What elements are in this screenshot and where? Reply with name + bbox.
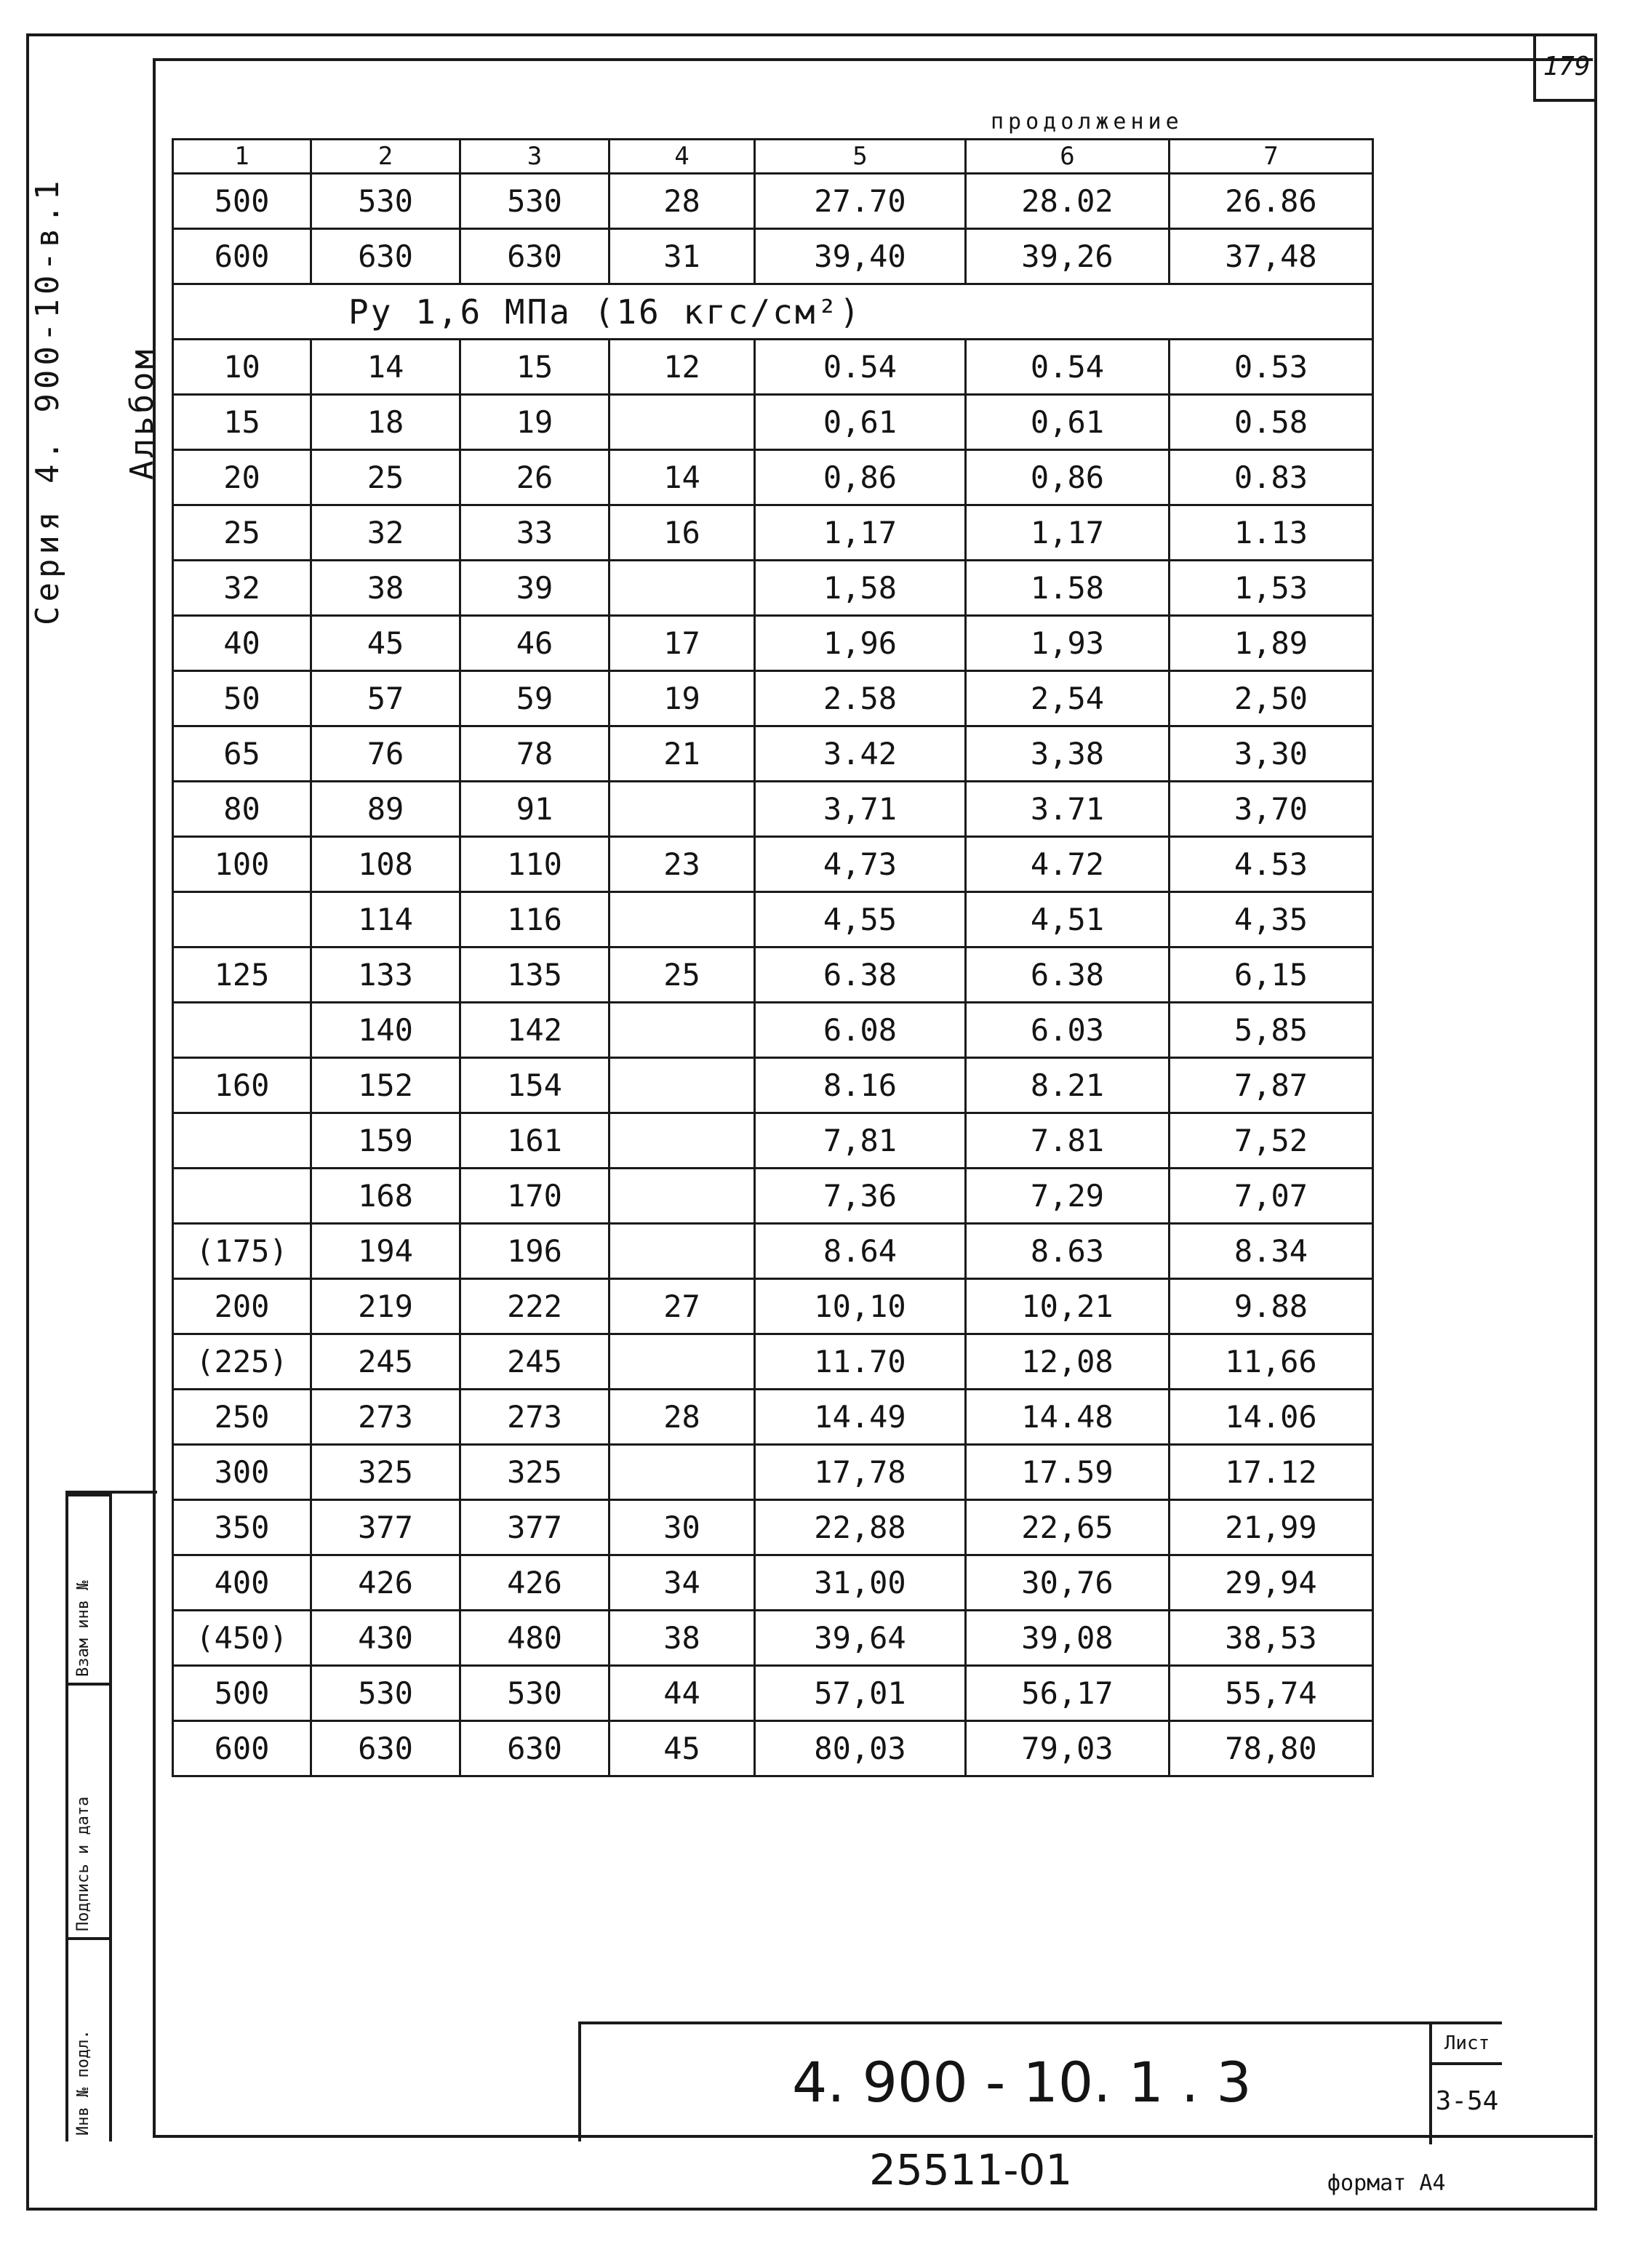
table-cell-col-3: 480: [460, 1611, 609, 1666]
table-cell-col-5: 31,00: [755, 1555, 966, 1611]
table-cell-col-7: 2,50: [1170, 671, 1373, 726]
table-cell-col-5: 39,64: [755, 1611, 966, 1666]
table-cell-col-2: 325: [311, 1445, 460, 1500]
table-cell-col-4: 38: [609, 1611, 755, 1666]
table-cell-col-1: (225): [173, 1334, 311, 1390]
table-cell-col-2: 38: [311, 561, 460, 616]
table-cell-col-2: 89: [311, 782, 460, 837]
table-cell-col-6: 6: [966, 140, 1170, 174]
table-cell-col-6: 6.38: [966, 947, 1170, 1003]
table-cell-col-6: 1,93: [966, 616, 1170, 671]
table-cell-col-2: 273: [311, 1390, 460, 1445]
table-cell-col-4: 45: [609, 1721, 755, 1776]
table-cell-col-7: 7,07: [1170, 1169, 1373, 1224]
table-cell-col-4: 12: [609, 340, 755, 395]
table-cell-col-1: 40: [173, 616, 311, 671]
podpis-cell: [68, 1683, 112, 1937]
table-cell-col-2: 14: [311, 340, 460, 395]
table-cell-col-5: 7,81: [755, 1113, 966, 1169]
table-cell-col-3: 630: [460, 1721, 609, 1776]
table-cell-col-4: [609, 892, 755, 947]
table-cell-col-4: [609, 395, 755, 450]
table-row: [173, 1445, 1373, 1500]
table-cell-col-5: 5: [755, 140, 966, 174]
table-cell-col-4: 23: [609, 837, 755, 892]
table-cell-col-1: 32: [173, 561, 311, 616]
table-cell-col-6: 3,38: [966, 726, 1170, 782]
table-cell-col-2: 194: [311, 1224, 460, 1279]
table-cell-col-6: 3.71: [966, 782, 1170, 837]
table-cell-col-1: 50: [173, 671, 311, 726]
table-cell-col-4: [609, 1334, 755, 1390]
inv-vzam-label: Взам инв №: [74, 1580, 92, 1677]
table-cell-col-4: [609, 1113, 755, 1169]
series-label: Серия 4. 900-10-в.1: [29, 176, 66, 625]
table-cell-col-1: [173, 1113, 311, 1169]
table-cell-col-1: 350: [173, 1500, 311, 1555]
sheet-label: Лист: [1432, 2024, 1502, 2065]
table-cell-col-2: 630: [311, 1721, 460, 1776]
table-cell-col-1: 20: [173, 450, 311, 505]
inv-vzam-cell: [68, 1494, 112, 1683]
table-cell-col-3: 273: [460, 1390, 609, 1445]
table-row: [173, 947, 1373, 1003]
table-cell-col-7: 26.86: [1170, 174, 1373, 229]
table-cell-col-3: 46: [460, 616, 609, 671]
document-code: 4. 900 - 10. 1 . 3: [792, 2050, 1252, 2115]
table-cell-col-1: 15: [173, 395, 311, 450]
table-cell-col-3: 630: [460, 229, 609, 284]
table-cell-col-4: 16: [609, 505, 755, 561]
table-cell-col-4: 34: [609, 1555, 755, 1611]
table-cell-col-5: 39,40: [755, 229, 966, 284]
table-cell-col-1: 600: [173, 229, 311, 284]
table-row: [173, 1500, 1373, 1555]
table-cell-col-4: [609, 1003, 755, 1058]
table-cell-col-6: 1,17: [966, 505, 1170, 561]
table-cell-col-3: 530: [460, 1666, 609, 1721]
table-cell-col-2: 140: [311, 1003, 460, 1058]
table-cell-col-3: 161: [460, 1113, 609, 1169]
table-cell-col-5: 1,58: [755, 561, 966, 616]
table-cell-col-7: 9.88: [1170, 1279, 1373, 1334]
table-cell-col-3: 26: [460, 450, 609, 505]
table-cell-col-6: 39,26: [966, 229, 1170, 284]
table-cell-col-7: 14.06: [1170, 1390, 1373, 1445]
table-cell-col-6: 6.03: [966, 1003, 1170, 1058]
table-cell-col-6: 7,29: [966, 1169, 1170, 1224]
table-row: [173, 671, 1373, 726]
table-row: [173, 837, 1373, 892]
table-cell-col-1: 100: [173, 837, 311, 892]
table-cell-col-6: 2,54: [966, 671, 1170, 726]
table-cell-col-6: 0,86: [966, 450, 1170, 505]
table-cell-col-2: 245: [311, 1334, 460, 1390]
table-cell-col-6: 7.81: [966, 1113, 1170, 1169]
table-row: [173, 1224, 1373, 1279]
table-cell-col-4: 28: [609, 1390, 755, 1445]
table-cell-col-1: 250: [173, 1390, 311, 1445]
table-row: [173, 561, 1373, 616]
table-cell-col-1: 1: [173, 140, 311, 174]
table-cell-col-2: 32: [311, 505, 460, 561]
table-row: [173, 340, 1373, 395]
table-cell-col-4: 25: [609, 947, 755, 1003]
table-cell-col-7: 7,87: [1170, 1058, 1373, 1113]
table-cell-col-6: 39,08: [966, 1611, 1170, 1666]
table-cell-col-4: [609, 561, 755, 616]
table-cell-col-6: 17.59: [966, 1445, 1170, 1500]
table-cell-col-5: 22,88: [755, 1500, 966, 1555]
table-cell-col-7: 0.53: [1170, 340, 1373, 395]
table-cell-col-1: 200: [173, 1279, 311, 1334]
table-cell-col-2: 168: [311, 1169, 460, 1224]
table-cell-col-4: 27: [609, 1279, 755, 1334]
table-row: [173, 1169, 1373, 1224]
table-cell-col-2: 25: [311, 450, 460, 505]
table-cell-col-7: 4,35: [1170, 892, 1373, 947]
table-cell-col-3: 116: [460, 892, 609, 947]
table-cell-col-1: 65: [173, 726, 311, 782]
table-row: [173, 505, 1373, 561]
table-cell-col-2: 18: [311, 395, 460, 450]
table-cell-col-4: [609, 1445, 755, 1500]
continuation-label: продолжение: [991, 109, 1183, 135]
inventory-number: 25511-01: [869, 2145, 1073, 2195]
table-cell-col-5: 8.16: [755, 1058, 966, 1113]
table-row: [173, 892, 1373, 947]
table-row: [173, 1555, 1373, 1611]
table-cell-col-4: 28: [609, 174, 755, 229]
table-cell-col-1: 300: [173, 1445, 311, 1500]
table-cell-col-5: 0,86: [755, 450, 966, 505]
table-cell-col-7: 1.13: [1170, 505, 1373, 561]
table-cell-col-3: 170: [460, 1169, 609, 1224]
table-cell-col-6: 10,21: [966, 1279, 1170, 1334]
table-cell-col-1: 125: [173, 947, 311, 1003]
table-cell-col-5: 80,03: [755, 1721, 966, 1776]
table-cell-col-6: 28.02: [966, 174, 1170, 229]
data-table: [172, 138, 1374, 1777]
table-cell-col-4: [609, 1169, 755, 1224]
table-cell-col-3: 33: [460, 505, 609, 561]
table-row: [173, 1666, 1373, 1721]
sheet-cell: [1429, 2024, 1502, 2144]
table-cell-col-3: 426: [460, 1555, 609, 1611]
title-block: [578, 2021, 1502, 2141]
table-cell-col-5: 1,96: [755, 616, 966, 671]
table-cell-col-7: 37,48: [1170, 229, 1373, 284]
table-cell-col-4: 14: [609, 450, 755, 505]
table-cell-col-7: 0.83: [1170, 450, 1373, 505]
table-cell-col-2: 159: [311, 1113, 460, 1169]
table-cell-col-6: 4,51: [966, 892, 1170, 947]
table-cell-col-5: 17,78: [755, 1445, 966, 1500]
table-cell-col-5: 10,10: [755, 1279, 966, 1334]
table-row: [173, 1279, 1373, 1334]
table-cell-col-3: 39: [460, 561, 609, 616]
table-cell-col-2: 114: [311, 892, 460, 947]
table-cell-col-2: 152: [311, 1058, 460, 1113]
album-label: Альбом: [124, 347, 161, 480]
table-row: [173, 726, 1373, 782]
table-cell-col-1: 160: [173, 1058, 311, 1113]
table-cell-col-6: 8.21: [966, 1058, 1170, 1113]
inv-podl-label: Инв № подл.: [74, 2029, 92, 2136]
table-cell-col-3: 19: [460, 395, 609, 450]
table-cell-col-7: 38,53: [1170, 1611, 1373, 1666]
table-cell-col-1: (450): [173, 1611, 311, 1666]
table-cell-col-3: 245: [460, 1334, 609, 1390]
table-row: [173, 229, 1373, 284]
table-cell-col-5: 0.54: [755, 340, 966, 395]
sheet-value: 3-54: [1435, 2086, 1499, 2116]
table-cell-col-4: 44: [609, 1666, 755, 1721]
table-cell-col-4: 31: [609, 229, 755, 284]
table-cell-col-3: 325: [460, 1445, 609, 1500]
table-cell-col-5: 3,71: [755, 782, 966, 837]
table-cell-col-3: 377: [460, 1500, 609, 1555]
left-stamp-bar: [65, 1491, 157, 2141]
table-cell-col-1: (175): [173, 1224, 311, 1279]
table-cell-col-5: 4,73: [755, 837, 966, 892]
table-cell-col-7: 6,15: [1170, 947, 1373, 1003]
table-cell-col-4: 4: [609, 140, 755, 174]
table-row: [173, 140, 1373, 174]
table-cell-col-4: [609, 1058, 755, 1113]
table-cell-col-1: 10: [173, 340, 311, 395]
table-cell-col-3: 222: [460, 1279, 609, 1334]
table-cell-col-6: 8.63: [966, 1224, 1170, 1279]
table-cell-col-7: 7,52: [1170, 1113, 1373, 1169]
table-cell-col-3: 135: [460, 947, 609, 1003]
table-cell-col-7: 55,74: [1170, 1666, 1373, 1721]
table-cell-col-7: 17.12: [1170, 1445, 1373, 1500]
table-cell-col-5: 11.70: [755, 1334, 966, 1390]
table-cell-col-7: 1,53: [1170, 561, 1373, 616]
table-cell-col-3: 530: [460, 174, 609, 229]
table-cell-col-7: 78,80: [1170, 1721, 1373, 1776]
table-cell-col-7: 11,66: [1170, 1334, 1373, 1390]
table-cell-col-6: 4.72: [966, 837, 1170, 892]
table-cell-col-3: 142: [460, 1003, 609, 1058]
table-cell-col-5: 2.58: [755, 671, 966, 726]
table-cell-col-1: 25: [173, 505, 311, 561]
table-cell-col-3: 91: [460, 782, 609, 837]
table-cell-col-2: 630: [311, 229, 460, 284]
table-row: [173, 395, 1373, 450]
table-cell-col-6: 22,65: [966, 1500, 1170, 1555]
table-cell-col-1: 80: [173, 782, 311, 837]
table-cell-col-7: 29,94: [1170, 1555, 1373, 1611]
table-cell-col-1: 500: [173, 1666, 311, 1721]
table-cell-col-3: 78: [460, 726, 609, 782]
table-cell-col-3: 196: [460, 1224, 609, 1279]
table-cell-col-4: 19: [609, 671, 755, 726]
table-cell-col-3: 110: [460, 837, 609, 892]
table-cell-col-6: 14.48: [966, 1390, 1170, 1445]
table-cell-col-2: 45: [311, 616, 460, 671]
table-cell-col-4: 21: [609, 726, 755, 782]
table-cell-col-7: 7: [1170, 140, 1373, 174]
table-row: [173, 1113, 1373, 1169]
table-cell-col-5: 3.42: [755, 726, 966, 782]
table-cell-col-2: 530: [311, 174, 460, 229]
table-cell-col-2: 2: [311, 140, 460, 174]
table-cell-col-5: 14.49: [755, 1390, 966, 1445]
table-cell-col-7: 8.34: [1170, 1224, 1373, 1279]
podpis-label: Подпись и дата: [74, 1796, 92, 1931]
table-cell-col-1: [173, 892, 311, 947]
table-cell-col-4: 17: [609, 616, 755, 671]
table-cell-col-2: 108: [311, 837, 460, 892]
table-row: [173, 1003, 1373, 1058]
pressure-label: Ру 1,6 МПа (16 кгс/см²): [173, 284, 1373, 340]
table-cell-col-1: [173, 1169, 311, 1224]
table-cell-col-7: 1,89: [1170, 616, 1373, 671]
table-row: [173, 1611, 1373, 1666]
table-cell-col-4: [609, 1224, 755, 1279]
table-cell-col-1: [173, 1003, 311, 1058]
table-cell-col-3: 59: [460, 671, 609, 726]
table-row: [173, 450, 1373, 505]
table-cell-col-2: 426: [311, 1555, 460, 1611]
table-cell-col-7: 0.58: [1170, 395, 1373, 450]
table-cell-col-6: 0,61: [966, 395, 1170, 450]
table-cell-col-5: 1,17: [755, 505, 966, 561]
table-cell-col-2: 219: [311, 1279, 460, 1334]
table-cell-col-6: 12,08: [966, 1334, 1170, 1390]
table-cell-col-5: 0,61: [755, 395, 966, 450]
table-cell-col-5: 7,36: [755, 1169, 966, 1224]
table-cell-col-4: [609, 782, 755, 837]
table-cell-col-2: 57: [311, 671, 460, 726]
inv-podl-cell: [68, 1937, 112, 2141]
table-row: [173, 782, 1373, 837]
table-cell-col-7: 3,30: [1170, 726, 1373, 782]
table-cell-col-5: 57,01: [755, 1666, 966, 1721]
table-row: [173, 1334, 1373, 1390]
table-cell-col-6: 56,17: [966, 1666, 1170, 1721]
table-cell-col-1: 400: [173, 1555, 311, 1611]
table-cell-col-2: 133: [311, 947, 460, 1003]
pressure-row: [173, 284, 1373, 340]
table-cell-col-5: 4,55: [755, 892, 966, 947]
table-cell-col-4: 30: [609, 1500, 755, 1555]
table-cell-col-7: 5,85: [1170, 1003, 1373, 1058]
table-cell-col-2: 430: [311, 1611, 460, 1666]
table-cell-col-1: 600: [173, 1721, 311, 1776]
table-cell-col-2: 76: [311, 726, 460, 782]
table-row: [173, 1721, 1373, 1776]
table-cell-col-2: 530: [311, 1666, 460, 1721]
table-cell-col-7: 21,99: [1170, 1500, 1373, 1555]
table-cell-col-3: 154: [460, 1058, 609, 1113]
table-cell-col-3: 15: [460, 340, 609, 395]
table-row: [173, 1058, 1373, 1113]
table-cell-col-7: 3,70: [1170, 782, 1373, 837]
table-cell-col-7: 4.53: [1170, 837, 1373, 892]
table-row: [173, 1390, 1373, 1445]
table-cell-col-6: 79,03: [966, 1721, 1170, 1776]
table-cell-col-6: 1.58: [966, 561, 1170, 616]
table-cell-col-5: 6.08: [755, 1003, 966, 1058]
table-cell-col-3: 3: [460, 140, 609, 174]
table-cell-col-6: 0.54: [966, 340, 1170, 395]
sheet-corner-number: 179: [1533, 33, 1597, 102]
table-cell-col-6: 30,76: [966, 1555, 1170, 1611]
table-cell-col-1: 500: [173, 174, 311, 229]
table-cell-col-5: 6.38: [755, 947, 966, 1003]
format-label: формат А4: [1327, 2171, 1446, 2196]
table-cell-col-5: 27.70: [755, 174, 966, 229]
table-cell-col-5: 8.64: [755, 1224, 966, 1279]
table-row: [173, 616, 1373, 671]
table-row: [173, 174, 1373, 229]
table-cell-col-2: 377: [311, 1500, 460, 1555]
